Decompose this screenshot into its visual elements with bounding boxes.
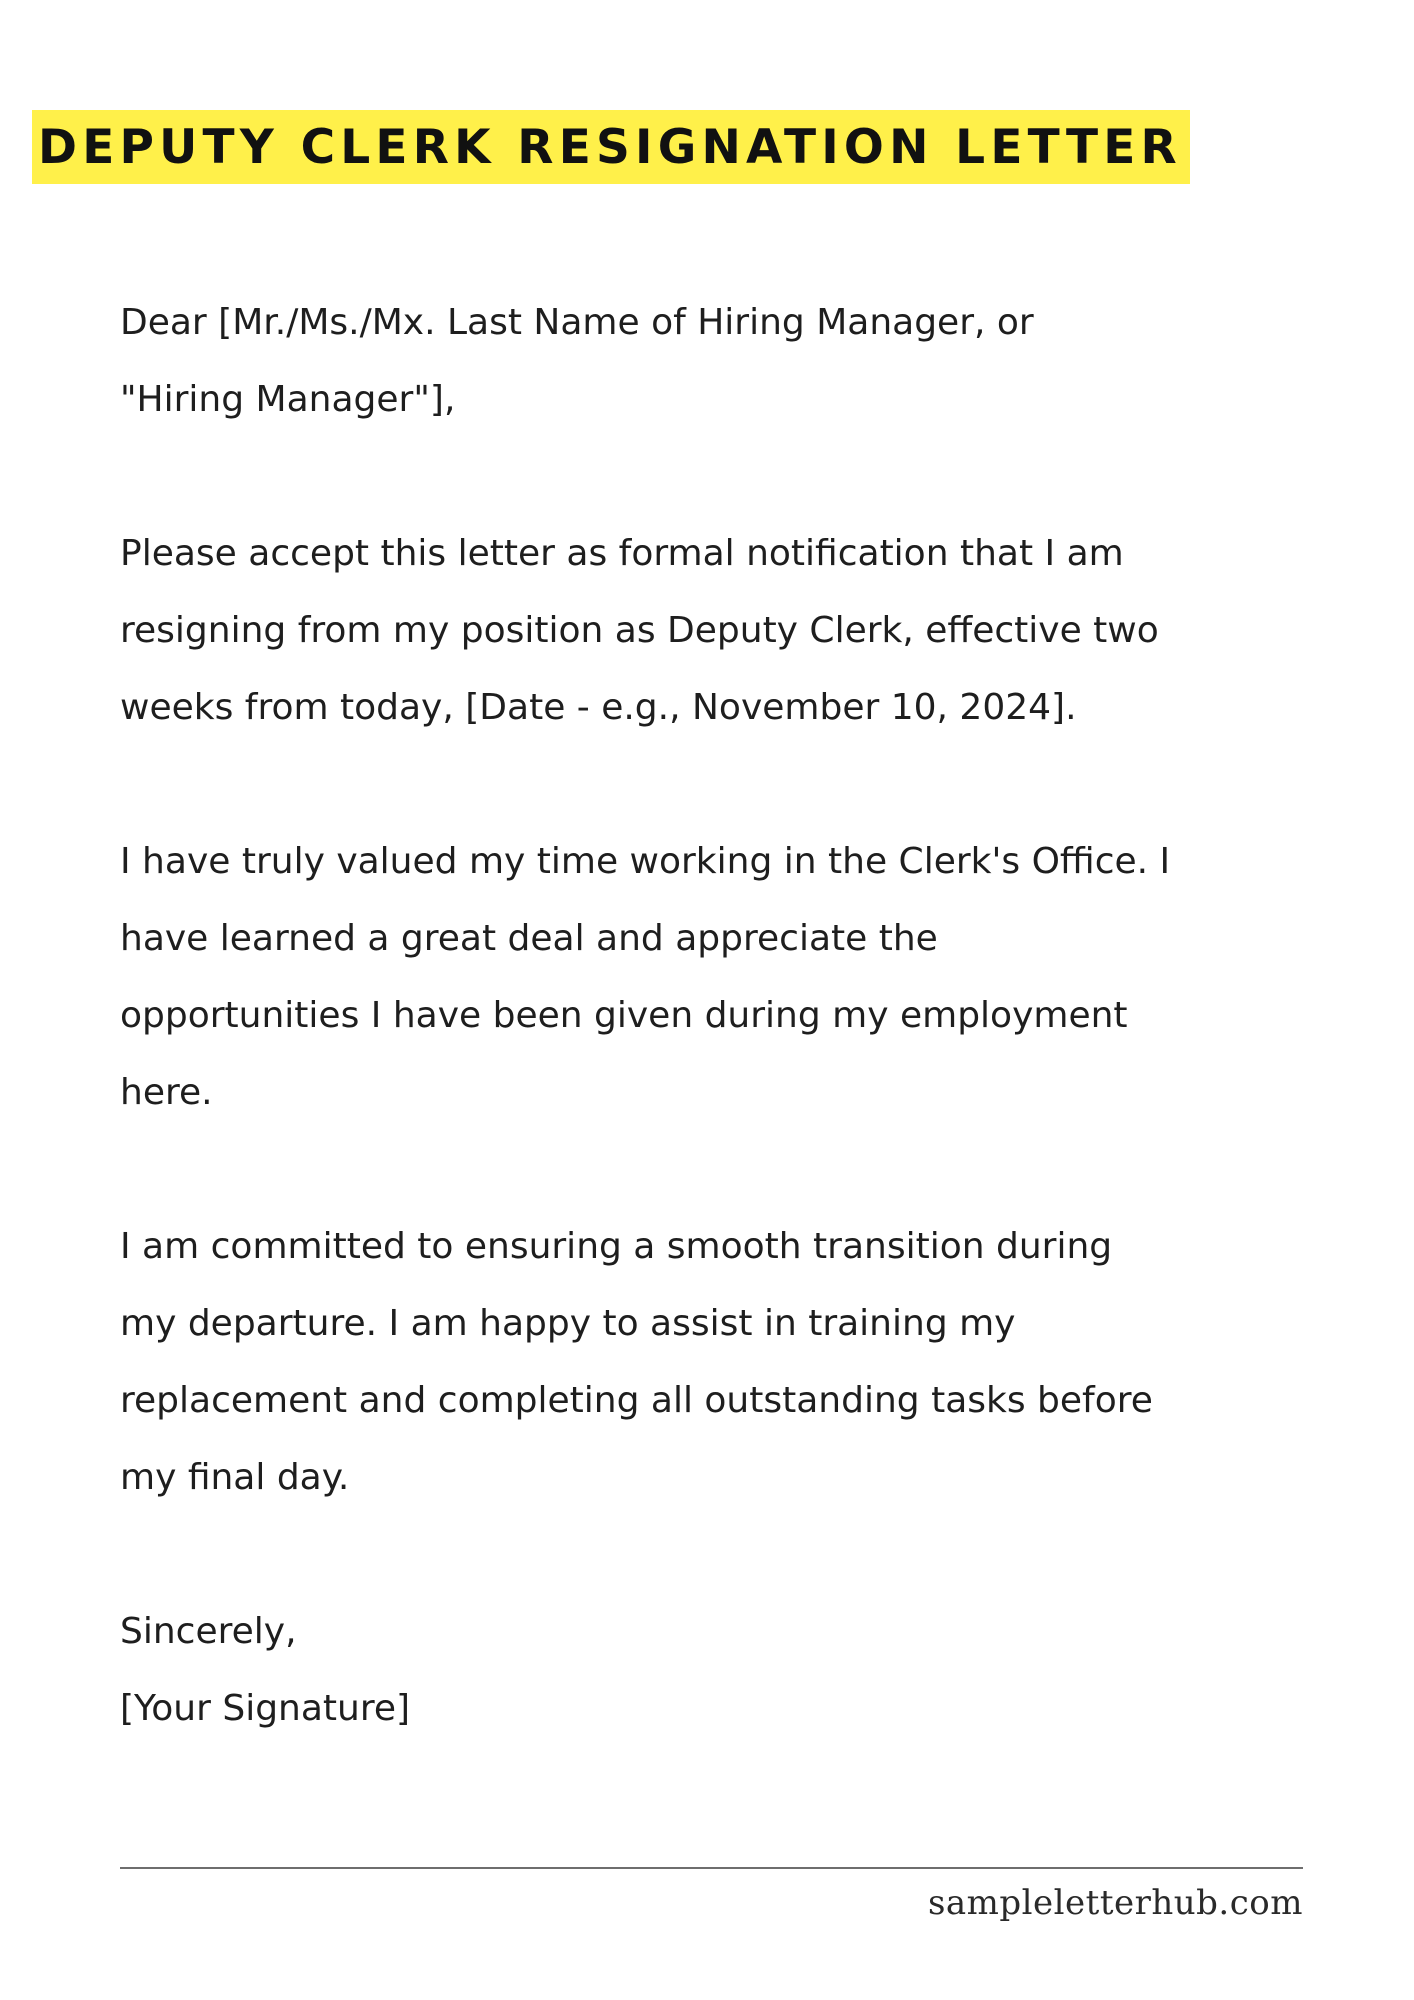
paragraph-3: I am committed to ensuring a smooth transition during my departure. I am happy to assist in training my replacement and completing all outstanding tasks before my final day. — [120, 1226, 1153, 1498]
letter-body — [120, 284, 1370, 1747]
title-highlight — [32, 110, 1190, 184]
signature-placeholder: [Your Signature] — [120, 1688, 411, 1729]
salutation: Dear [Mr./Ms./Mx. Last Name of Hiring Manager, or "Hiring Manager"], — [120, 302, 1034, 420]
page-title: DEPUTY CLERK RESIGNATION LETTER — [38, 119, 1182, 175]
footer-site-name: sampleletterhub.com — [927, 1883, 1303, 1923]
paragraph-2: I have truly valued my time working in the Clerk's Office. I have learned a great deal and appreciate the opportunities I have been given during my employment here. — [120, 841, 1171, 1113]
closing-block — [120, 1593, 1370, 1747]
footer-divider — [120, 1867, 1303, 1869]
paragraph-1: Please accept this letter as formal notification that I am resigning from my position as Deputy Clerk, effective two weeks from today, [Date - e.g., November 10, 2024]. — [120, 533, 1159, 728]
closing-text: Sincerely, — [120, 1611, 297, 1652]
